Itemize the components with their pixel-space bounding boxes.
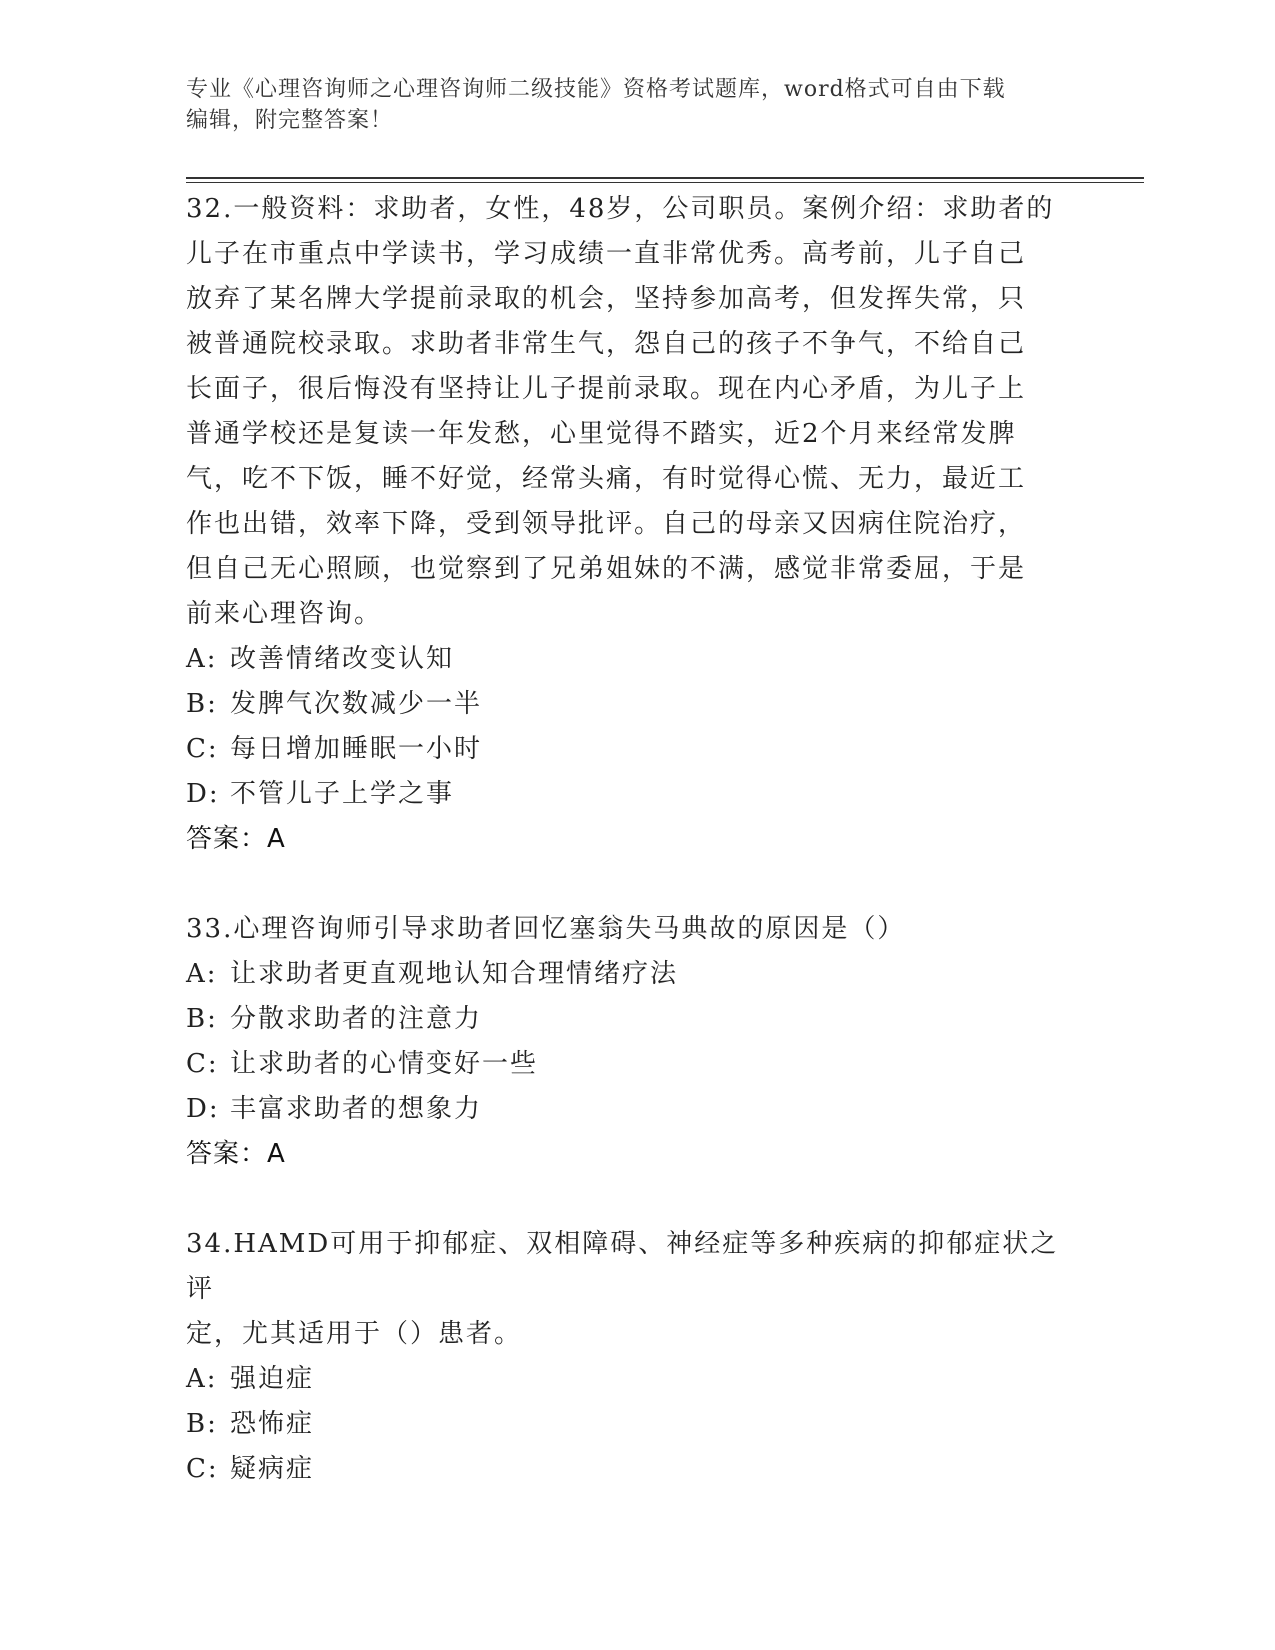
question-32-line-6: 普通学校还是复读一年发愁，心里觉得不踏实，近2个月来经常发脾 [186,419,1017,449]
option-text: 改善情绪改变认知 [230,644,455,674]
option-letter: A: [186,959,218,989]
option-letter: B: [186,1004,218,1034]
question-33-line-1: 33.心理咨询师引导求助者回忆塞翁失马典故的原因是（） [186,914,906,944]
question-32-line-3: 放弃了某名牌大学提前录取的机会，坚持参加高考，但发挥失常，只 [186,284,1027,314]
question-34-option-b [186,1402,1086,1447]
option-letter: A: [186,1364,218,1394]
option-text: 让求助者的心情变好一些 [230,1049,539,1079]
question-32-line-10: 前来心理咨询。 [186,599,383,629]
question-32-line-7: 气，吃不下饭，睡不好觉，经常头痛，有时觉得心慌、无力，最近工 [186,464,1027,494]
option-text: 发脾气次数减少一半 [230,689,483,719]
option-letter: A: [186,644,218,674]
question-32-line-8: 作也出错，效率下降，受到领导批评。自己的母亲又因病住院治疗， [186,509,1027,539]
question-33-option-d [186,1087,1086,1132]
document-header [186,74,1086,136]
question-34-line-1: 34.HAMD可用于抑郁症、双相障碍、神经症等多种疾病的抑郁症状之评 [186,1229,1059,1304]
question-34-option-a [186,1357,1086,1402]
question-32 [186,187,1086,862]
option-letter: B: [186,1409,218,1439]
option-text: 疑病症 [230,1454,315,1484]
question-32-line-2: 儿子在市重点中学读书，学习成绩一直非常优秀。高考前，儿子自己 [186,239,1027,269]
question-33-option-a [186,952,1086,997]
option-text: 恐怖症 [230,1409,315,1439]
question-32-line-1: 32.一般资料：求助者，女性，48岁，公司职员。案例介绍：求助者的 [186,194,1055,224]
header-divider-thick [186,177,1144,179]
question-32-line-5: 长面子，很后悔没有坚持让儿子提前录取。现在内心矛盾，为儿子上 [186,374,1027,404]
question-33-option-c [186,1042,1086,1087]
option-letter: C: [186,1049,219,1079]
question-34-option-c [186,1447,1086,1492]
option-letter: D: [186,1094,220,1124]
option-text: 不管儿子上学之事 [230,779,455,809]
question-32-option-d [186,772,1086,817]
question-34 [186,1222,1086,1492]
question-33-answer: 答案：A [186,1139,286,1169]
question-33-option-b [186,997,1086,1042]
question-32-option-b [186,682,1086,727]
option-text: 每日增加睡眠一小时 [230,734,483,764]
question-32-option-a [186,637,1086,682]
option-text: 让求助者更直观地认知合理情绪疗法 [230,959,679,989]
header-line-2: 编辑，附完整答案！ [186,108,394,133]
option-letter: C: [186,734,219,764]
option-letter: B: [186,689,218,719]
option-text: 丰富求助者的想象力 [230,1094,483,1124]
option-letter: D: [186,779,220,809]
question-32-line-9: 但自己无心照顾，也觉察到了兄弟姐妹的不满，感觉非常委屈，于是 [186,554,1027,584]
header-line-1: 专业《心理咨询师之心理咨询师二级技能》资格考试题库，word格式可自由下载 [186,77,1006,102]
question-list [186,187,1086,1537]
question-32-answer: 答案：A [186,824,286,854]
question-34-line-2: 定，尤其适用于（）患者。 [186,1319,523,1349]
option-text: 分散求助者的注意力 [230,1004,483,1034]
header-divider-thin [186,182,1144,183]
option-text: 强迫症 [230,1364,315,1394]
question-33 [186,907,1086,1177]
question-32-line-4: 被普通院校录取。求助者非常生气，怨自己的孩子不争气，不给自己 [186,329,1027,359]
question-32-option-c [186,727,1086,772]
option-letter: C: [186,1454,219,1484]
